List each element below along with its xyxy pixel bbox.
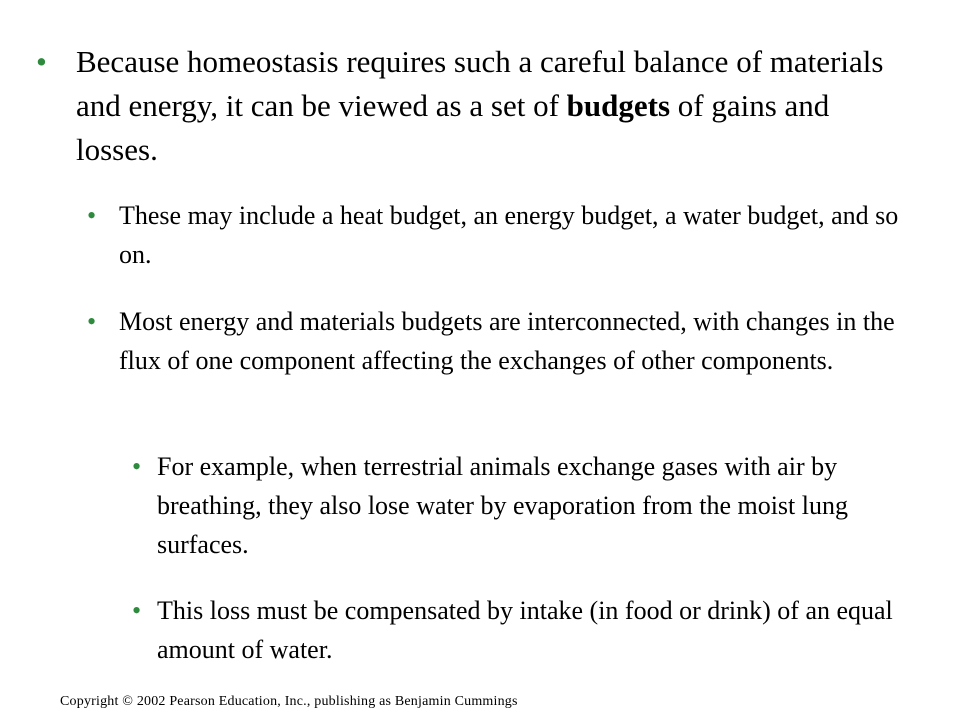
bullet-level3-compensation [132, 591, 912, 669]
bullet-dot: • [132, 596, 142, 625]
bullet-dot: • [132, 452, 142, 481]
bold-term-budgets: budgets [566, 88, 671, 123]
bullet-dot: • [87, 307, 97, 336]
bullet-text: This loss must be compensated by intake (in food or drink) of an equal amount of water. [157, 596, 893, 664]
bullet-text: Most energy and materials budgets are interconnected, with changes in the flux of one component affecting the exchanges of other components. [119, 307, 895, 375]
bullet-level1-homeostasis [36, 40, 916, 172]
bullet-text: These may include a heat budget, an energy budget, a water budget, and so on. [119, 201, 899, 269]
bullet-text [76, 40, 916, 172]
bullet-level2-interconnected [87, 302, 907, 380]
bullet-text-part: of gains and losses. [76, 88, 830, 167]
bullet-dot: • [87, 201, 97, 230]
bullet-level2-budget-types [87, 196, 907, 274]
copyright-notice: Copyright © 2002 Pearson Education, Inc., publishing as Benjamin Cummings [60, 694, 518, 709]
bullet-text: For example, when terrestrial animals exchange gases with air by breathing, they also lose water by evaporation from the moist lung surfaces. [157, 452, 848, 559]
bullet-level3-example [132, 447, 912, 564]
bullet-dot: • [36, 44, 47, 79]
bullet-text-part: Because homeostasis requires such a careful balance of materials and energy, it can be viewed as a set of [76, 44, 884, 123]
